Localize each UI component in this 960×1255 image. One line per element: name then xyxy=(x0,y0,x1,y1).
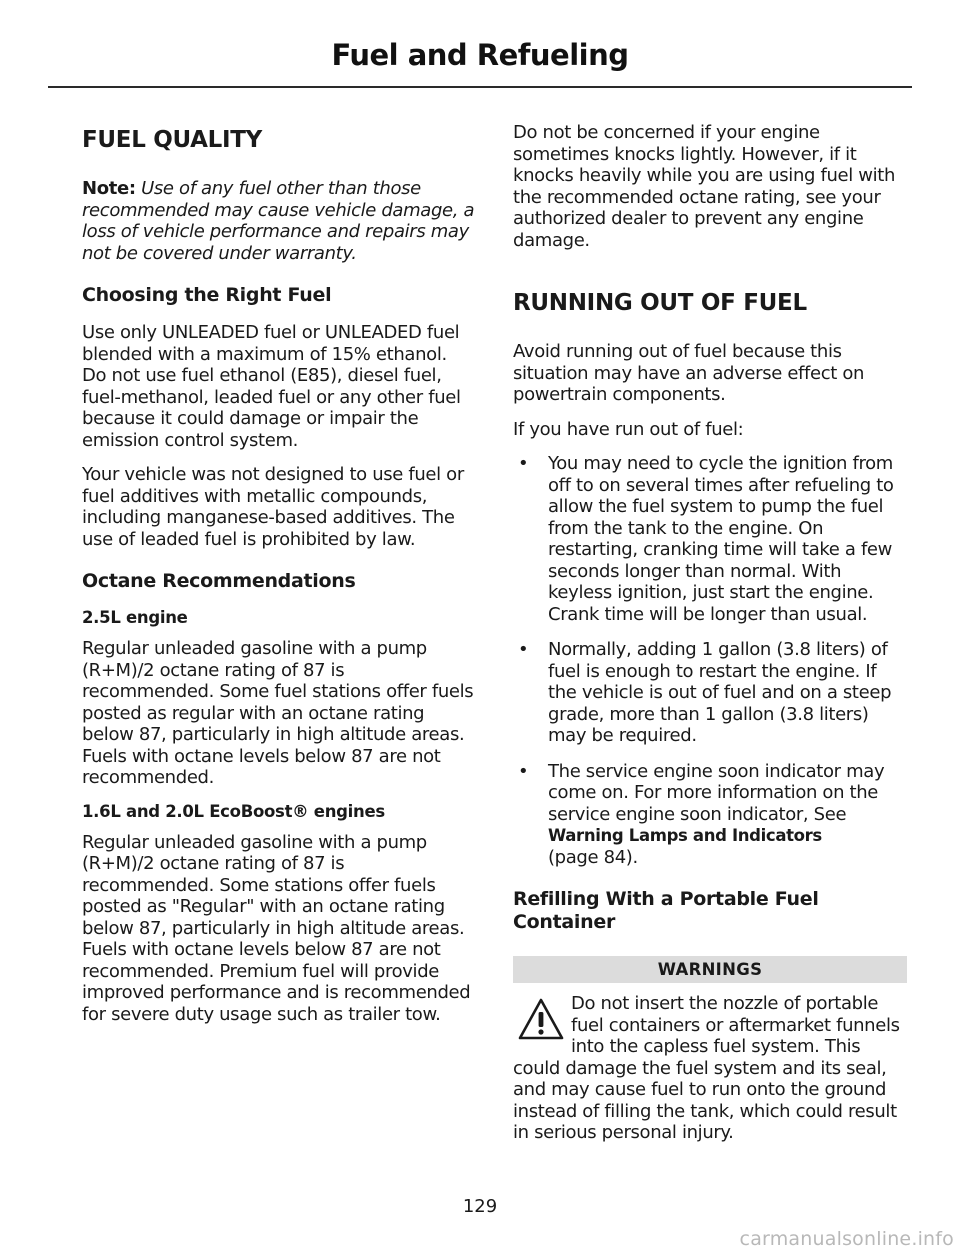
paragraph-knock: Do not be concerned if your engine sometimes knocks lightly. However, if it knocks heavily while you are using fuel with the recommended octane rating, see your authorized dealer to prevent any engine damage. xyxy=(513,122,896,251)
warning-triangle-icon xyxy=(517,997,565,1041)
page-header-title: Fuel and Refueling xyxy=(331,38,629,72)
list-item xyxy=(513,639,907,747)
list-item-text: The service engine soon indicator may come on. For more information on the service engine soon indicator, See xyxy=(548,760,885,825)
paragraph-ecoboost: Regular unleaded gasoline with a pump (R+M)/2 octane rating of 87 is recommended. Some stations offer fuels posted as "Regular" with an octane rating below 87, particularly in high altitude areas. Fuels with octane levels below 87 are not recommended. Premium fuel will provide improved performance and is recommended for severe duty usage such as trailer tow. xyxy=(82,831,471,1025)
bullet-list xyxy=(513,453,907,868)
cross-reference-link[interactable]: Warning Lamps and Indicators xyxy=(548,826,822,845)
subheading-octane: Octane Recommendations xyxy=(82,570,356,592)
subheading-2-5l-engine: 2.5L engine xyxy=(82,608,188,627)
warning-text: Do not insert the nozzle of portable fuel containers or aftermarket funnels into the capless fuel system. This could damage the fuel system and its seal, and may cause fuel to run onto the ground instead of filling the tank, which could result in serious personal injury. xyxy=(513,993,900,1143)
subheading-choosing-fuel: Choosing the Right Fuel xyxy=(82,284,332,306)
left-column xyxy=(82,122,476,1038)
subheading-refilling: Refilling With a Portable Fuel Container xyxy=(513,888,819,933)
note-paragraph xyxy=(82,178,476,264)
paragraph-choosing-1: Use only UNLEADED fuel or UNLEADED fuel blended with a maximum of 15% ethanol. Do not use fuel ethanol (E85), diesel fuel, fuel-methanol, leaded fuel or any other fuel because it could damage or impair the emission control system. xyxy=(82,322,461,451)
bullet-dot: • xyxy=(518,639,529,660)
paragraph-avoid: Avoid running out of fuel because this situation may have an adverse effect on powertrain components. xyxy=(513,341,865,405)
note-text: Use of any fuel other than those recommended may cause vehicle damage, a loss of vehicle performance and repairs may not be covered under warranty. xyxy=(82,178,475,264)
subheading-ecoboost: 1.6L and 2.0L EcoBoost® engines xyxy=(82,801,385,821)
list-item-text: Normally, adding 1 gallon (3.8 liters) of fuel is enough to restart the engine. If the vehicle is out of fuel and on a steep grade, more than 1 gallon (3.8 liters) may be required. xyxy=(548,639,892,746)
warning-block xyxy=(513,993,907,1144)
paragraph-choosing-2: Your vehicle was not designed to use fuel or fuel additives with metallic compounds, including manganese-based additives. The use of leaded fuel is prohibited by law. xyxy=(82,464,464,550)
right-column xyxy=(513,122,907,1144)
bullet-dot: • xyxy=(518,453,529,474)
page-reference: (page 84). xyxy=(548,846,638,868)
warnings-banner: WARNINGS xyxy=(513,956,907,983)
list-item xyxy=(513,453,907,625)
note-label: Note: xyxy=(82,178,136,199)
watermark: carmanualsonline.info xyxy=(739,1228,954,1250)
paragraph-2-5l: Regular unleaded gasoline with a pump (R+M)/2 octane rating of 87 is recommended. Some fuel stations offer fuels posted as regular with an octane rating below 87, particularly in high altitude areas. Fuels with octane levels below 87 are not recommended. xyxy=(82,638,474,788)
section-heading-running-out: RUNNING OUT OF FUEL xyxy=(513,290,807,316)
page-number: 129 xyxy=(462,1196,498,1217)
header-divider xyxy=(48,86,912,88)
paragraph-if-you: If you have run out of fuel: xyxy=(513,418,744,440)
list-item xyxy=(513,761,907,869)
list-item-text: You may need to cycle the ignition from off to on several times after refueling to allow the fuel system to pump the fuel from the tank to the engine. On restarting, cranking time will take a few seconds longer than normal. With keyless ignition, just start the engine. Crank time will be longer than usual. xyxy=(548,453,894,625)
section-heading-fuel-quality: FUEL QUALITY xyxy=(82,127,263,153)
bullet-dot: • xyxy=(518,760,529,782)
